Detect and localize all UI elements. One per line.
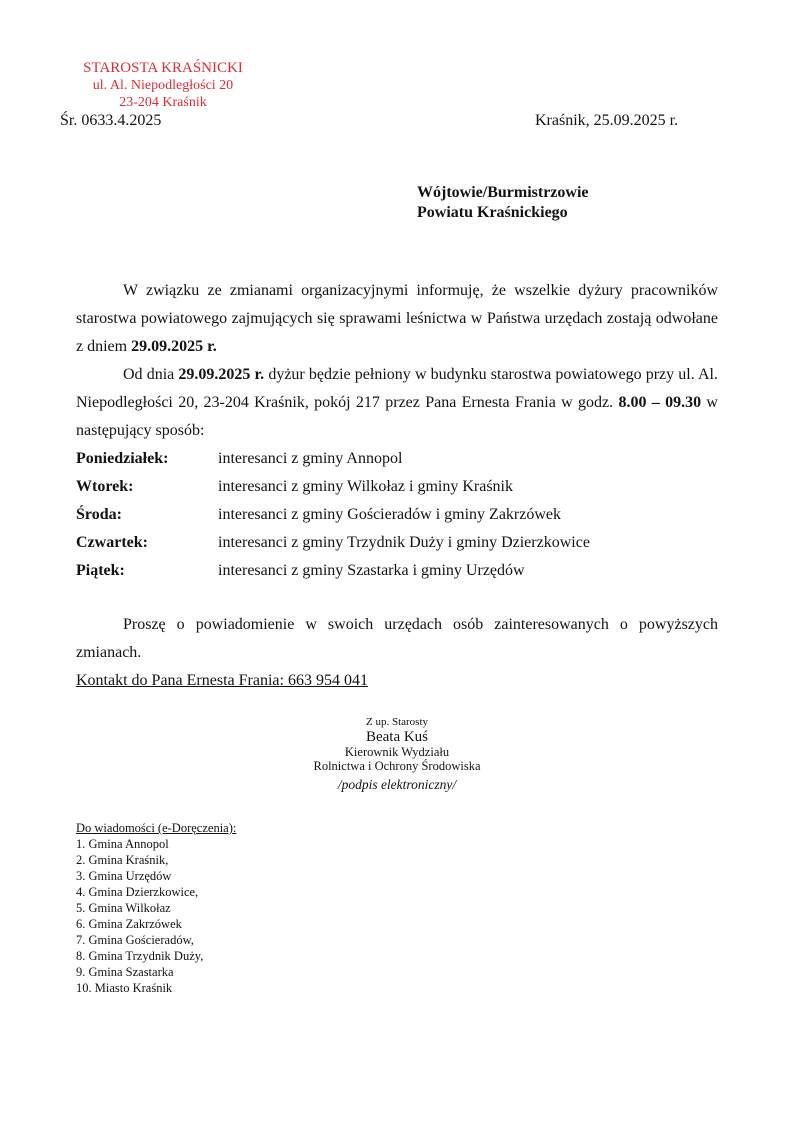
paragraph-new-duty-start: Od dnia (123, 366, 179, 383)
letterhead (58, 60, 268, 111)
duty-schedule (76, 445, 718, 585)
paragraph-new-duty (76, 361, 718, 445)
letter-body (76, 277, 718, 695)
schedule-day-label: Wtorek: (76, 478, 134, 495)
schedule-row-friday (76, 557, 718, 585)
schedule-day-value: interesanci z gminy Trzydnik Duży i gminy Dzierzkowice (218, 534, 590, 551)
schedule-day-label: Poniedziałek: (76, 450, 169, 467)
schedule-day-value: interesanci z gminy Gościeradów i gminy Zakrzówek (218, 506, 561, 523)
addressee-line1: Wójtowie/Burmistrzowie (417, 184, 589, 201)
distribution-list (76, 820, 236, 996)
signature-title-line2: Rolnictwa i Ochrony Środowiska (313, 758, 481, 773)
schedule-row-tuesday (76, 473, 718, 501)
schedule-row-monday (76, 445, 718, 473)
schedule-day-label: Piątek: (76, 562, 125, 579)
schedule-day-value: interesanci z gminy Annopol (218, 450, 403, 467)
distribution-item: 1. Gmina Annopol (76, 837, 169, 851)
distribution-item: 10. Miasto Kraśnik (76, 981, 173, 995)
schedule-row-wednesday (76, 501, 718, 529)
distribution-item: 8. Gmina Trzydnik Duży, (76, 949, 204, 963)
schedule-day-value: interesanci z gminy Szastarka i gminy Urzędów (218, 562, 525, 579)
schedule-day-label: Czwartek: (76, 534, 148, 551)
distribution-item: 3. Gmina Urzędów (76, 869, 172, 883)
letterhead-city: 23-204 Kraśnik (119, 95, 207, 110)
addressee-block (417, 183, 589, 223)
paragraph-new-duty-end: w następujący sposób: (76, 394, 718, 439)
new-duty-date: 29.09.2025 r. (178, 366, 265, 383)
electronic-signature-note: /podpis elektroniczny/ (337, 777, 457, 792)
distribution-item: 9. Gmina Szastarka (76, 965, 174, 979)
distribution-header: Do wiadomości (e-Doręczenia): (76, 821, 237, 835)
cancellation-date: 29.09.2025 r. (131, 338, 217, 355)
schedule-day-label: Środa: (76, 506, 122, 523)
addressee-line2: Powiatu Kraśnickiego (417, 204, 568, 221)
paragraph-request: Proszę o powiadomienie w swoich urzędach osób zainteresowanych o powyższych zmianach. (76, 616, 718, 661)
schedule-day-value: interesanci z gminy Wilkołaz i gminy Kraśnik (218, 478, 513, 495)
letterhead-office-name: STAROSTA KRAŚNICKI (83, 60, 243, 76)
distribution-item: 7. Gmina Gościeradów, (76, 933, 194, 947)
signature-block (247, 716, 547, 793)
paragraph-cancellation-text: W związku ze zmianami organizacyjnymi informuję, że wszelkie dyżury pracowników starostwa powiatowego zajmujących się sprawami leśnictwa w Państwa urzędach zostają odwołane z dniem (76, 282, 718, 355)
distribution-item: 6. Gmina Zakrzówek (76, 917, 182, 931)
schedule-row-thursday (76, 529, 718, 557)
duty-hours: 8.00 – 09.30 (618, 394, 702, 411)
distribution-item: 4. Gmina Dzierzkowice, (76, 885, 199, 899)
letterhead-street: ul. Al. Niepodległości 20 (92, 78, 234, 93)
contact-line: Kontakt do Pana Ernesta Frania: 663 954 041 (76, 672, 368, 689)
paragraph-new-duty-mid: dyżur będzie pełniony w budynku starostwa powiatowego przy ul. Al. Niepodległości 20, 23-204 Kraśnik, pokój 217 przez Pana Ernesta Frania w godz. (76, 366, 718, 411)
signature-capacity: Z up. Starosty (365, 716, 429, 728)
distribution-item: 5. Gmina Wilkołaz (76, 901, 171, 915)
distribution-item: 2. Gmina Kraśnik, (76, 853, 169, 867)
signature-title-line1: Kierownik Wydziału (344, 745, 450, 759)
paragraph-cancellation (76, 277, 718, 361)
reference-number: Śr. 0633.4.2025 (60, 112, 162, 129)
signature-name: Beata Kuś (365, 729, 429, 745)
place-and-date: Kraśnik, 25.09.2025 r. (535, 112, 679, 129)
